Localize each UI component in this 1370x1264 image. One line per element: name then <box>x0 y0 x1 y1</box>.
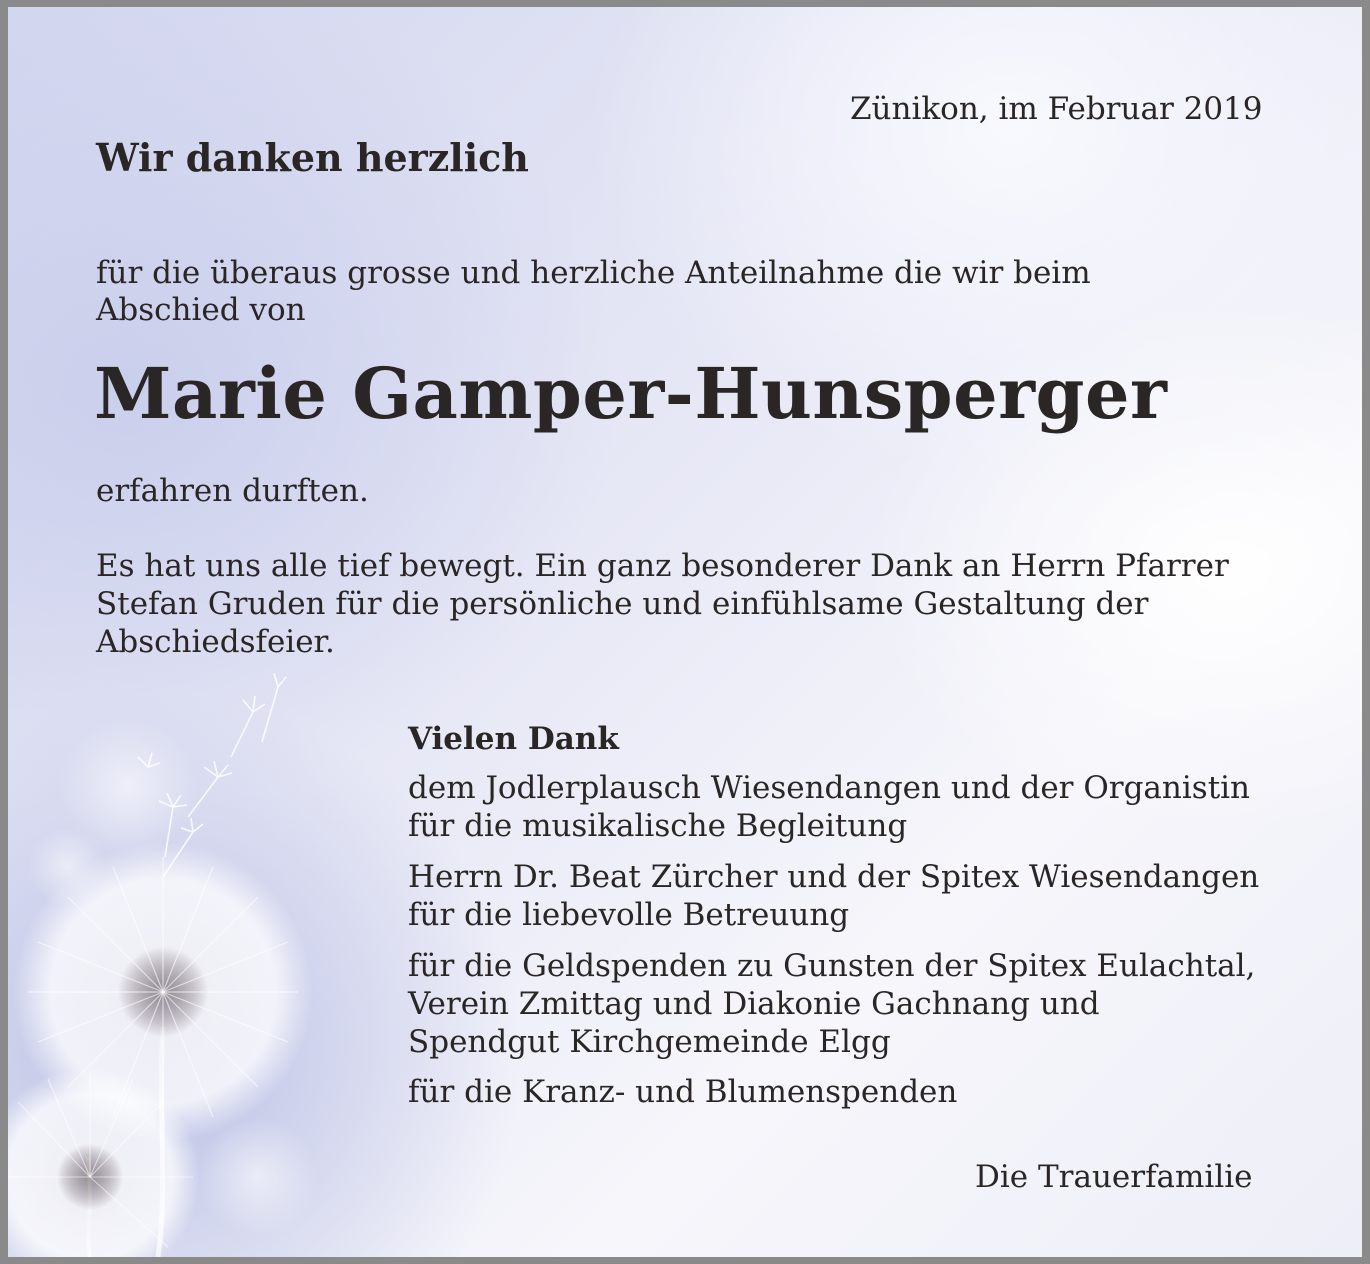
thanks-title: Vielen Dank <box>408 721 619 757</box>
thanks-line: Verein Zmittag und Diakonie Gachnang und <box>408 986 1100 1022</box>
thanks-line: dem Jodlerplausch Wiesendangen und der Organistin <box>408 770 1251 806</box>
paragraph-line: Es hat uns alle tief bewegt. Ein ganz besonderer Dank an Herrn Pfarrer <box>96 548 1229 584</box>
deceased-name: Marie Gamper-Hunsperger <box>94 352 1168 435</box>
thanks-line: für die musikalische Begleitung <box>408 808 908 844</box>
thanks-item <box>408 1073 957 1111</box>
paragraph-line: Abschiedsfeier. <box>96 624 335 660</box>
thanks-line: für die Kranz- und Blumenspenden <box>408 1074 958 1110</box>
thanks-line: für die liebevolle Betreuung <box>408 897 850 933</box>
thanks-line: Spendgut Kirchgemeinde Elgg <box>408 1024 891 1060</box>
gratitude-paragraph <box>96 547 1229 661</box>
thanks-item <box>408 947 1255 1061</box>
after-name-text: erfahren durften. <box>96 473 369 509</box>
intro-line: Abschied von <box>96 292 306 328</box>
thanks-line: für die Geldspenden zu Gunsten der Spitex Eulachtal, <box>408 948 1256 984</box>
obituary-card <box>8 7 1362 1257</box>
paragraph-line: Stefan Gruden für die persönliche und einfühlsame Gestaltung der <box>96 586 1149 622</box>
thanks-item <box>408 858 1259 934</box>
heading-thanks: Wir danken herzlich <box>96 135 529 180</box>
signature: Die Trauerfamilie <box>975 1159 1253 1195</box>
thanks-line: Herrn Dr. Beat Zürcher und der Spitex Wiesendangen <box>408 859 1260 895</box>
date-line: Zünikon, im Februar 2019 <box>850 91 1263 127</box>
intro-line: für die überaus grosse und herzliche Anteilnahme die wir beim <box>96 255 1091 291</box>
intro-text <box>96 255 1091 329</box>
thanks-item <box>408 769 1250 845</box>
